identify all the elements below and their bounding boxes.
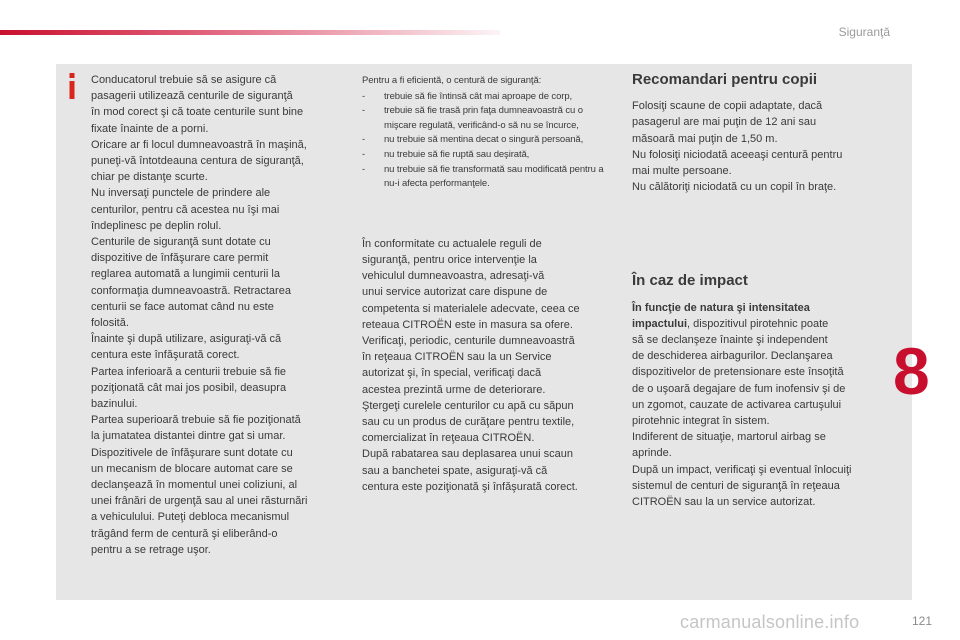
list-item: - trebuie să fie trasă prin faţa dumneavoastră cu o mişcare regulată, verificând-o să nu se încurce, [362,105,583,131]
maintenance-text: În conformitate cu actualele reguli de siguranţă, pentru orice intervenţie la vehiculul dumneavoastra, adresaţi-vă unui service autorizat care dispune de competenta si materialele adecvate, ceea ce reteaua CITROËN este in masura sa ofere. Verificaţi, periodic, centurile dumneavoastră în reţeaua CITROËN sau la un Service autorizat şi, în special, verificaţi dacă acestea prezintă urme de deteriorare. Ştergeţi curelele centurilor cu apă cu săpun sau cu un produs de curăţare pentru textile, comercializat în reţeaua CITROËN. După rabatarea sau deplasarea unui scaun sau a banchetei spate, asiguraţi-vă că centura este poziţionată şi înfăşurată corect. [362,237,580,493]
seatbelt-efficiency-column [362,74,614,495]
seatbelt-instructions-column [91,72,339,558]
list-item: - nu trebuie să mentina decat o singură persoană, [362,134,584,146]
list-item: - nu trebuie să fie ruptă sau deşirată, [362,148,530,160]
children-text: Folosiţi scaune de copii adaptate, dacă pasagerul are mai puţin de 12 ani sau măsoară mai puţin de 1,50 m. Nu folosiţi niciodată aceeaşi centură pentru mai multe persoane. Nu călătoriţi niciodată cu un copil în braţe. [632,100,843,194]
info-icon [65,73,79,99]
watermark: carmanualsonline.info [680,612,860,632]
recommendations-column [632,72,888,510]
impact-title: În caz de impact [632,272,748,290]
list-item: - nu trebuie să fie transformată sau modificată pentru a nu-i afecta performanţele. [362,163,604,190]
impact-text: , dispozitivul pirotehnic poate să se declanşeze înainte şi independent de deschiderea airbagurilor. Declanşarea dispozitivelor de pretensionare este însoţită de o uşoară degajare de fum inofensiv şi de un zgomot, cauzate de activarea cartuşului pirotehnic integrat în sistem. Indiferent de situaţie, martorul airbag se aprinde. După un impact, verificaţi şi eventual înlocuiţi sistemul de centuri de siguranţă în reţeaua CITROËN sau la un service autorizat. [632,317,852,509]
efficiency-list-intro: Pentru a fi eficientă, o centură de siguranţă: [362,75,542,86]
list-item: - trebuie să fie întinsă cât mai aproape de corp, [362,90,573,102]
section-title: Siguranţă [838,25,890,39]
children-title: Recomandari pentru copii [632,71,818,88]
header-accent-stripe [0,30,500,35]
seatbelt-instructions-text: Conducatorul trebuie să se asigure că pasagerii utilizează centurile de siguranţă în mod corect şi că toate centurile sunt bine fixate înainte de a porni. Oricare ar fi locul dumneavoastră în maşină, puneţi-vă întotdeauna centura de siguranţă, chiar pe distanţe scurte. Nu inversaţi punctele de prindere ale centurilor, pentru că acestea nu îşi mai îndeplinesc pe deplin rolul. Centurile de siguranţă sunt dotate cu dispozitive de înfăşurare care permit reglarea automată a lungimii centurii la conformaţia dumneavoastră. Retractarea centurii se face automat când nu este folosită. Înainte şi după utilizare, asiguraţi-vă că centura este înfăşurată corect. Partea inferioară a centurii trebuie să fie poziţionată cât mai jos posibil, deasupra bazinului. Partea superioară trebuie să fie poziţionată la jumatatea distantei dintre gat si umar. Dispozitivele de înfăşurare sunt dotate cu un mecanism de blocare automat care se declanşează în momentul unei coliziuni, al unei frânări de urgenţă sau al unei răsturnări a vehiculului. Puteţi debloca mecanismul trăgând ferm de centură şi eliberând-o pentru a se retrage uşor. [91,74,308,556]
chapter-number: 8 [893,334,930,408]
impact-paragraph [632,300,888,511]
page-number: 121 [911,614,932,628]
efficiency-list [362,74,614,192]
impact-bold-lead: În funcţie de natura şi intensitatea impactului [632,301,810,330]
